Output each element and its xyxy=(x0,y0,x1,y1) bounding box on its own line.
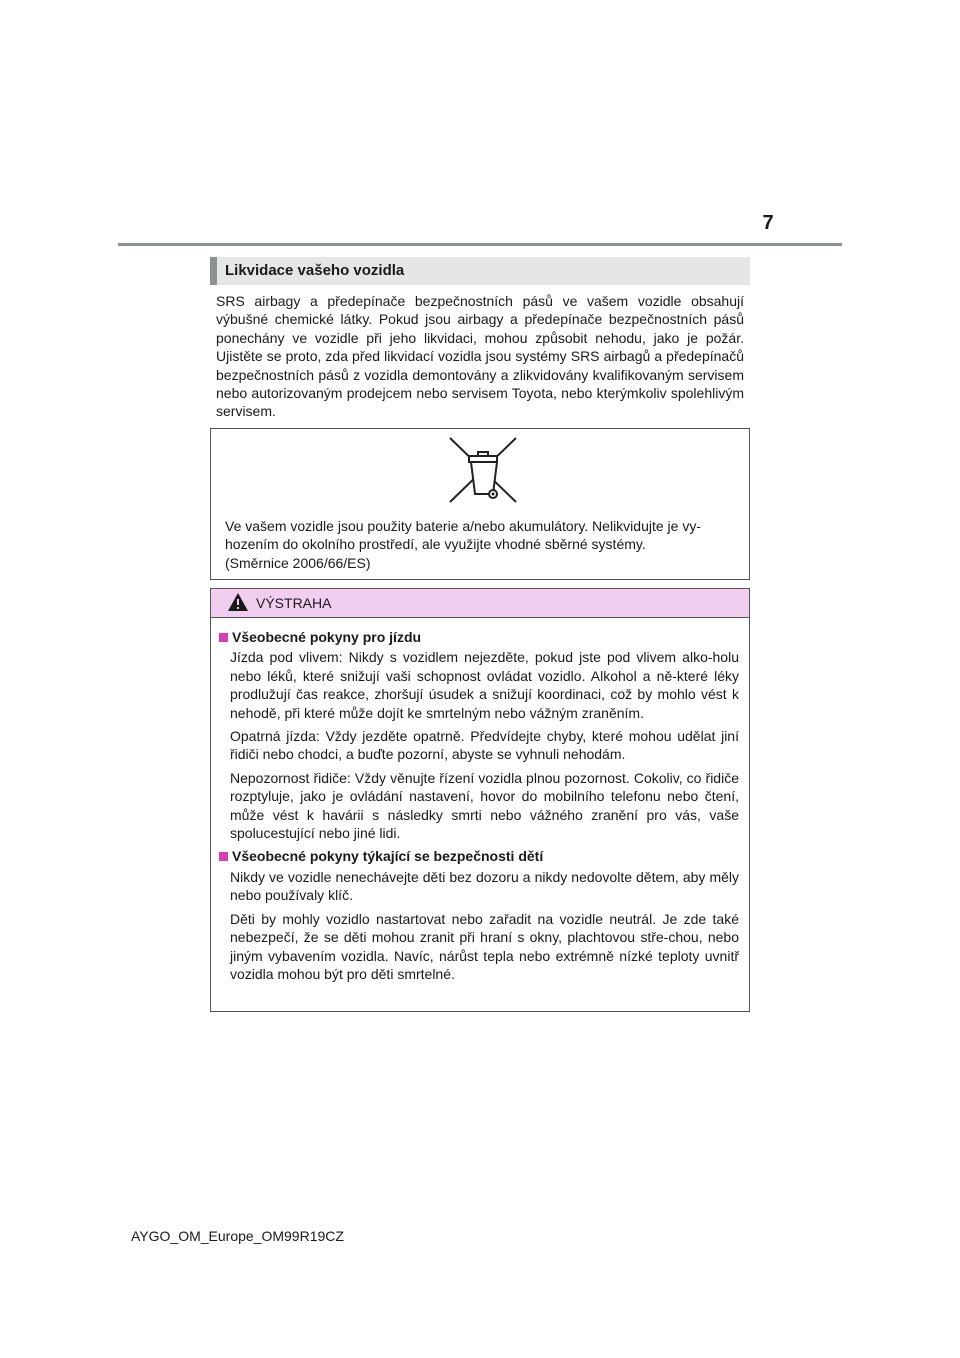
square-bullet-icon xyxy=(219,852,228,861)
header-rule xyxy=(118,243,842,246)
document-footer: AYGO_OM_Europe_OM99R19CZ xyxy=(131,1228,344,1244)
warning-title: VÝSTRAHA xyxy=(256,595,332,611)
section-body-text: SRS airbagy a předepínače bezpečnostních pásů ve vašem vozidle obsahují výbušné chemické látky. Pokud jsou airbagy a předepínače bezpečnostních pásů ponechány ve vozidle při jeho likvidaci, mohou způsobit nehodu, jako je požár. Ujistěte se proto, zda před likvidací vozidla jsou systémy SRS airbagů a předepínačů bezpečnostních pásů z vozidla demontovány a zlikvidovány kvalifikovaným servisem nebo autorizovaným prodejcem nebo servisem Toyota, nebo kterýmkoliv spolehlivým servisem. xyxy=(216,293,744,420)
square-bullet-icon xyxy=(219,633,228,642)
warning-box xyxy=(210,588,750,1012)
warning-subheading xyxy=(219,847,739,865)
warning-paragraph: Děti by mohly vozidlo nastartovat nebo zařadit na vozidle neutrál. Je zde také nebezpečí, že se děti mohou zranit při hraní s okny, plachtovou stře-chou, nebo jiným vybavením vozidla. Navíc, nárůst tepla nebo extrémně nízké teploty uvnitř vozidla mohou být pro děti smrtelné. xyxy=(230,910,739,982)
warning-paragraph: Nikdy ve vozidle nenechávejte děti bez dozoru a nikdy nedovolte dětem, aby měly nebo používaly klíč. xyxy=(230,868,739,904)
warning-paragraph: Opatrná jízda: Vždy jezděte opatrně. Předvídejte chyby, které mohou udělat jiní řidiči nebo chodci, a buďte pozorní, abyste se vyhnuli nehodám. xyxy=(230,728,739,763)
battery-disposal-text: Ve vašem vozidle jsou použity baterie a/nebo akumulátory. Nelikvidujte je vy-hozením do okolního prostředí, ale využijte vhodné sběrné systémy. xyxy=(225,518,701,553)
warning-header xyxy=(211,589,749,618)
recycle-notice-text xyxy=(225,517,743,572)
warning-paragraph: Nepozornost řidiče: Vždy věnujte řízení vozidla plnou pozornost. Cokoliv, co řidiče rozptyluje, jako je ovládání nastavení, hovor do mobilního telefonu nebo čtení, může vést k havárii s následky smrti nebo vážného zranění pro vás, vaše spolucestující nebo jiné lidi. xyxy=(230,769,739,842)
warning-body xyxy=(211,618,749,983)
section-heading: Likvidace vašeho vozidla xyxy=(210,257,750,285)
page-number: 7 xyxy=(762,212,774,234)
recycle-notice-box xyxy=(210,428,750,580)
warning-triangle-icon xyxy=(227,592,249,612)
warning-paragraph: Jízda pod vlivem: Nikdy s vozidlem nejezděte, pokud jste pod vlivem alko-holu nebo léků, které snižují vaši schopnost ovládat vozidlo. Alkohol a ně-které léky prodlužují čas reakce, zhoršují úsudek a snižují koordinaci, což by mohlo vést k nehodě, při které může dojít ke smrtelným nebo vážným zraněním. xyxy=(230,649,739,721)
warning-subheading xyxy=(219,628,739,646)
directive-reference: (Směrnice 2006/66/ES) xyxy=(225,554,371,571)
subheading-label: Všeobecné pokyny týkající se bezpečnosti dětí xyxy=(232,848,544,865)
subheading-label: Všeobecné pokyny pro jízdu xyxy=(232,629,422,645)
crossed-out-wheelie-bin-icon xyxy=(448,436,518,504)
